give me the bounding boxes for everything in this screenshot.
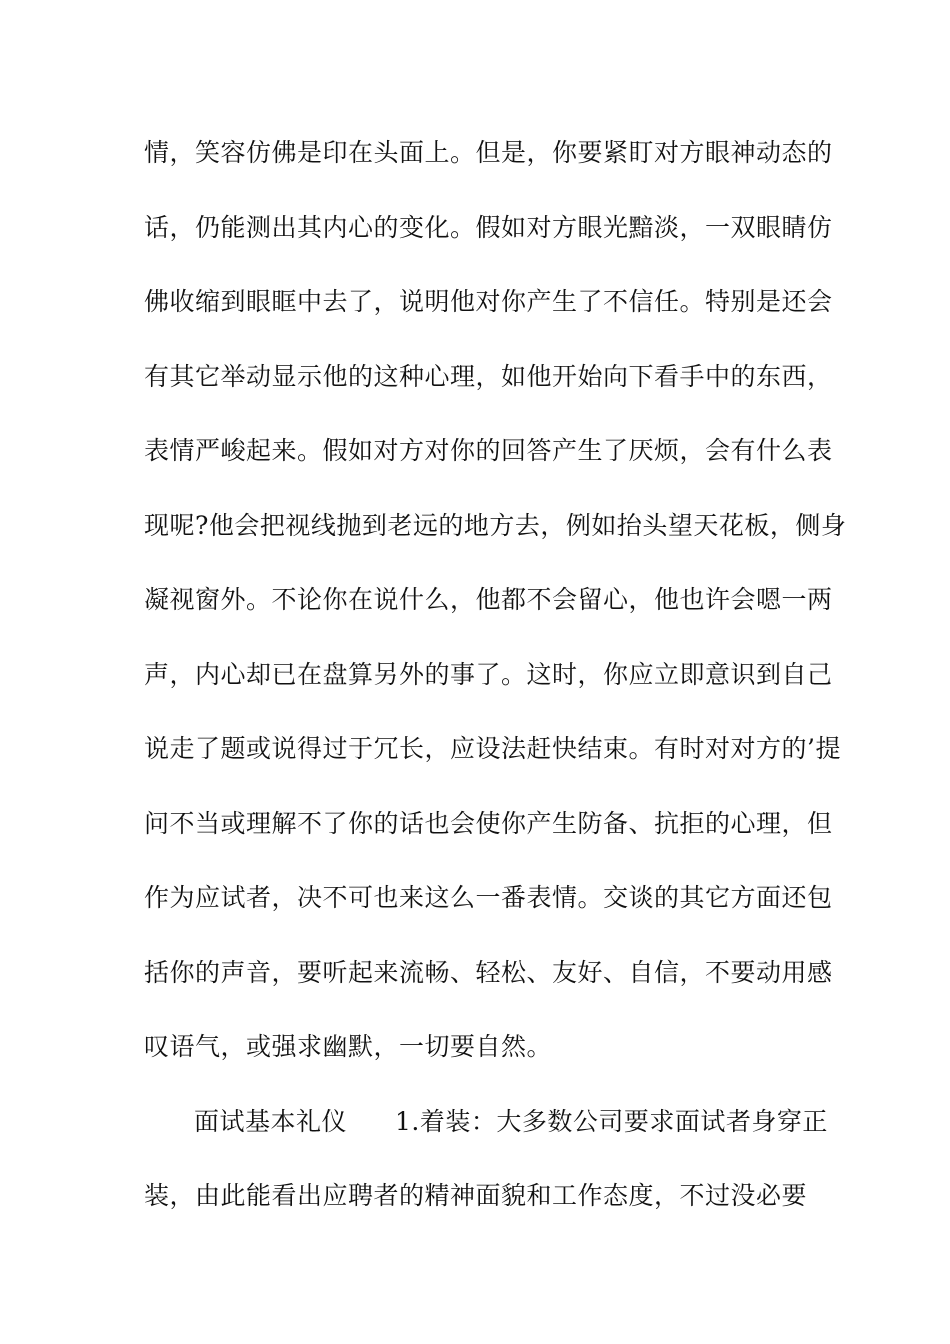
text-line: 装，由此能看出应聘者的精神面貌和工作态度，不过没必要 (144, 1181, 808, 1210)
section-first-line (144, 1098, 828, 1173)
text-line: 作为应试者，决不可也来这么一番表情。交谈的其它方面还包 (144, 883, 833, 912)
text-line: 括你的声音，要听起来流畅、轻松、友好、自信，不要动用感 (144, 957, 833, 987)
text-line: 佛收缩到眼眶中去了，说明他对你产生了不信任。特别是还会 (144, 287, 833, 316)
text-line: 表情严峻起来。假如对方对你的回答产生了厌烦，会有什么表 (144, 436, 833, 465)
section-first-line-text: 1.着装：大多数公司要求面试者身穿正 (395, 1106, 828, 1136)
text-line: 现呢?他会把视线抛到老远的地方去，例如抬头望天花板，侧身 (144, 510, 847, 540)
text-line: 话，仍能测出其内心的变化。假如对方眼光黯淡，一双眼睛仿 (144, 212, 833, 242)
text-line: 凝视窗外。不论你在说什么，他都不会留心，他也许会嗯一两 (144, 585, 833, 614)
document-body (144, 129, 847, 1247)
text-line: 说走了题或说得过于冗长，应设法赶快结束。有时对对方的’提 (144, 734, 841, 763)
text-line: 情，笑容仿佛是印在头面上。但是，你要紧盯对方眼神动态的 (144, 138, 833, 167)
text-line: 有其它举动显示他的这种心理，如他开始向下看手中的东西， (144, 361, 833, 391)
text-line: 问不当或理解不了你的话也会使你产生防备、抗拒的心理，但 (144, 808, 833, 838)
text-line: 声，内心却已在盘算另外的事了。这时，你应立即意识到自己 (144, 659, 833, 689)
text-line: 叹语气，或强求幽默，一切要自然。 (144, 1032, 553, 1061)
section-heading: 面试基本礼仪 (194, 1106, 348, 1136)
